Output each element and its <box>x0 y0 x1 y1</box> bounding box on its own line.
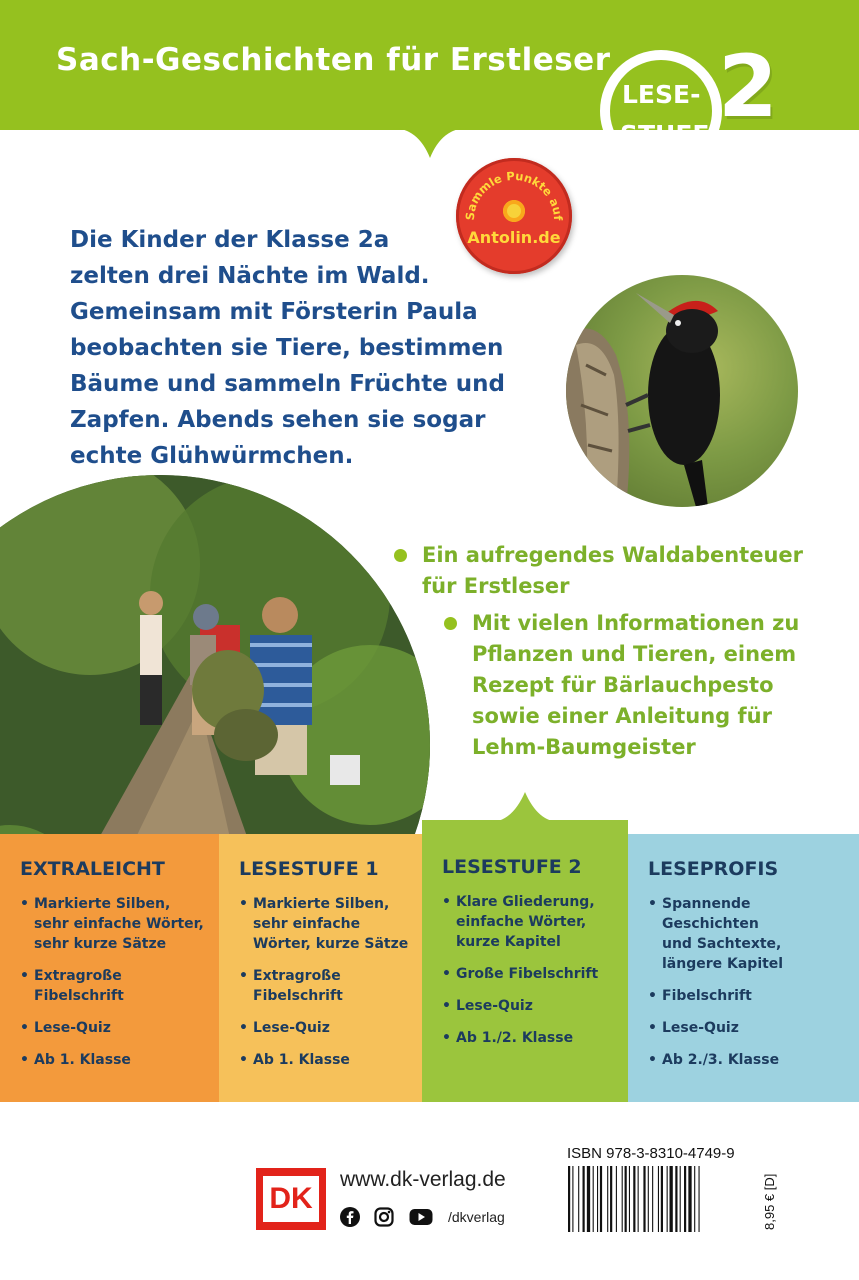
barcode-bar <box>667 1166 668 1232</box>
woodpecker-illustration <box>566 275 798 507</box>
barcode-bar <box>652 1166 653 1232</box>
barcode-bar <box>661 1166 663 1232</box>
website-link[interactable]: www.dk-verlag.de <box>340 1168 506 1191</box>
barcode-bar <box>648 1166 649 1232</box>
barcode-bar <box>600 1166 602 1232</box>
feature-bullet: Ein aufregendes Waldabenteuer für Erstleser <box>380 540 840 602</box>
antolin-brand: Antolin.de <box>467 228 561 247</box>
barcode-bar <box>587 1166 590 1232</box>
dk-logo <box>256 1168 326 1230</box>
level-item: • Ab 2./3. Klasse <box>648 1050 847 1070</box>
dk-logo-text: DK <box>263 1176 319 1222</box>
barcode-bar <box>670 1166 673 1232</box>
barcode-bar <box>643 1166 645 1232</box>
barcode-bar <box>699 1166 700 1232</box>
barcode-bar <box>593 1166 594 1232</box>
level-title: LESESTUFE 1 <box>239 858 379 880</box>
level-item: • Klare Gliederung, einfache Wörter, kurze Kapitel <box>442 892 616 952</box>
antolin-arc-text: Sammle Punkte auf <box>462 168 566 221</box>
level-item: • Lese-Quiz <box>239 1018 410 1038</box>
badge-number: 2 <box>718 37 778 137</box>
level-item: • Markierte Silben, sehr einfache Wörter, sehr kurze Sätze <box>20 894 207 954</box>
level-item: • Extragroße Fibelschrift <box>239 966 410 1006</box>
level-title: LESESTUFE 2 <box>442 856 582 878</box>
level-item: • Spannende Geschichten und Sachtexte, längere Kapitel <box>648 894 847 974</box>
barcode <box>567 1166 739 1232</box>
series-title: Sach-Geschichten für Erstleser <box>56 42 611 78</box>
barcode-bar <box>638 1166 639 1232</box>
level-item: • Markierte Silben, sehr einfache Wörter, kurze Sätze <box>239 894 410 954</box>
level-item: • Ab 1. Klasse <box>20 1050 207 1070</box>
level-title: LESEPROFIS <box>648 858 779 880</box>
youtube-icon[interactable] <box>408 1207 434 1227</box>
reading-levels-row <box>0 820 859 1102</box>
barcode-bar <box>675 1166 677 1232</box>
barcode-bar <box>680 1166 681 1232</box>
barcode-bar <box>622 1166 623 1232</box>
barcode-bar <box>658 1166 659 1232</box>
barcode-bar <box>578 1166 579 1232</box>
level-column-extraleicht <box>0 834 219 1102</box>
woodpecker-photo <box>566 275 798 507</box>
book-blurb: Die Kinder der Klasse 2a zelten drei Nächte im Wald. Gemeinsam mit Försterin Paula beobachten sie Tiere, bestimmen Bäume und sammeln Früchte und Zapfen. Abends sehen sie sogar echte Glühwürmchen. <box>70 227 506 469</box>
badge-ring <box>600 50 722 172</box>
level-item: • Große Fibelschrift <box>442 964 616 984</box>
barcode-bar <box>607 1166 608 1232</box>
price-text: 8,95 € [D] <box>762 1173 777 1230</box>
level-column-leseprofis <box>628 834 859 1102</box>
price-label <box>744 1150 777 1230</box>
instagram-icon[interactable] <box>374 1207 394 1227</box>
level-item: • Ab 1./2. Klasse <box>442 1028 616 1048</box>
level-item: • Lese-Quiz <box>442 996 616 1016</box>
barcode-bar <box>568 1166 570 1232</box>
isbn-number: ISBN 978-3-8310-4749-9 <box>567 1145 735 1162</box>
level-item: • Extragroße Fibelschrift <box>20 966 207 1006</box>
level-item: • Ab 1. Klasse <box>239 1050 410 1070</box>
level-item: • Lese-Quiz <box>20 1018 207 1038</box>
social-links <box>340 1206 505 1228</box>
feature-bullet: Mit vielen Informationen zu Pflanzen und Tieren, einem Rezept für Bärlauchpesto sowie einer Anleitung für Lehm-Baumgeister <box>430 608 840 763</box>
barcode-bar <box>688 1166 691 1232</box>
badge-line-1: LESE- <box>622 80 701 109</box>
level-item: • Lese-Quiz <box>648 1018 847 1038</box>
barcode-bar <box>625 1166 627 1232</box>
barcode-bar <box>684 1166 686 1232</box>
active-level-notch <box>490 790 560 822</box>
barcode-bar <box>616 1166 617 1232</box>
barcode-bar <box>583 1166 585 1232</box>
barcode-bar <box>633 1166 635 1232</box>
antolin-dot-icon <box>503 200 525 222</box>
barcode-bar <box>597 1166 598 1232</box>
barcode-bar <box>629 1166 630 1232</box>
reading-level-badge <box>600 37 800 190</box>
level-title: EXTRALEICHT <box>20 858 165 880</box>
barcode-bar <box>572 1166 573 1232</box>
level-column-lesestufe-2 <box>422 820 628 1102</box>
barcode-bar <box>694 1166 695 1232</box>
level-item: • Fibelschrift <box>648 986 847 1006</box>
social-handle: /dkverlag <box>448 1209 505 1225</box>
level-column-lesestufe-1 <box>219 834 422 1102</box>
facebook-icon[interactable] <box>340 1207 360 1227</box>
barcode-bar <box>610 1166 612 1232</box>
badge-line-2: STUFE <box>620 120 710 149</box>
feature-bullets <box>380 540 840 769</box>
